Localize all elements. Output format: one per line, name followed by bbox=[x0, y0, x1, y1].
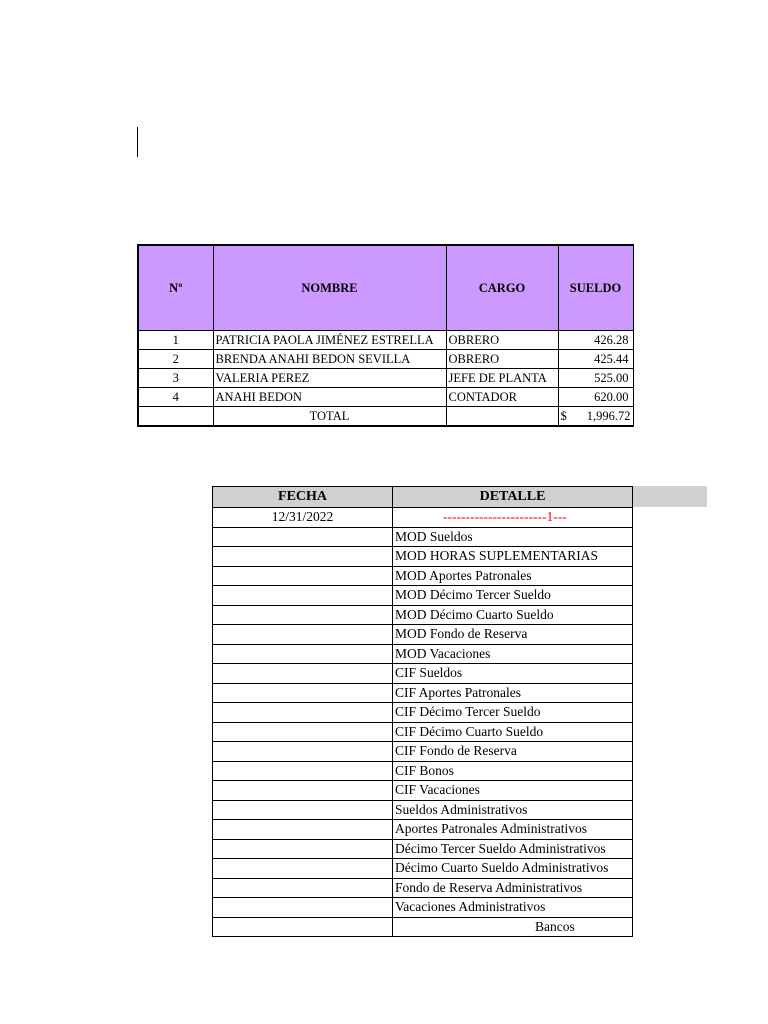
cell-fecha bbox=[213, 781, 393, 801]
table-row bbox=[213, 683, 633, 703]
table-row bbox=[213, 820, 633, 840]
cell-fecha bbox=[213, 917, 393, 937]
cell-detalle: CIF Aportes Patronales bbox=[393, 683, 633, 703]
cell-fecha bbox=[213, 878, 393, 898]
cell-fecha bbox=[213, 742, 393, 762]
table-row bbox=[213, 898, 633, 918]
table-row bbox=[213, 917, 633, 937]
table-row bbox=[213, 664, 633, 684]
total-value: 1,996.72 bbox=[586, 409, 631, 423]
cell-fecha bbox=[213, 605, 393, 625]
text-cursor bbox=[137, 127, 138, 157]
cell-fecha bbox=[213, 644, 393, 664]
header-detalle: DETALLE bbox=[393, 487, 633, 508]
cell-sueldo: 426.28 bbox=[558, 331, 633, 350]
cell-cargo: CONTADOR bbox=[446, 388, 558, 407]
header-sueldo: SUELDO bbox=[558, 245, 633, 331]
cell-fecha bbox=[213, 703, 393, 723]
cell-detalle: CIF Sueldos bbox=[393, 664, 633, 684]
table-row bbox=[213, 547, 633, 567]
cell-no: 2 bbox=[138, 350, 213, 369]
table-row bbox=[213, 800, 633, 820]
cell-nombre: ANAHI BEDON bbox=[213, 388, 446, 407]
cell-cargo: JEFE DE PLANTA bbox=[446, 369, 558, 388]
header-overflow-band bbox=[633, 486, 707, 507]
entry-marker: -----------------------1--- bbox=[393, 508, 633, 528]
total-currency: $ bbox=[560, 409, 567, 423]
table-row bbox=[213, 703, 633, 723]
table-row bbox=[213, 605, 633, 625]
table-row bbox=[213, 508, 633, 528]
table-row bbox=[213, 625, 633, 645]
cell-nombre: PATRICIA PAOLA JIMÉNEZ ESTRELLA bbox=[213, 331, 446, 350]
journal-header-row bbox=[213, 487, 633, 508]
table-row bbox=[213, 566, 633, 586]
cell-detalle: MOD Sueldos bbox=[393, 527, 633, 547]
cell-detalle: MOD HORAS SUPLEMENTARIAS bbox=[393, 547, 633, 567]
cell-fecha bbox=[213, 566, 393, 586]
table-row bbox=[138, 369, 633, 388]
total-empty-cell bbox=[446, 407, 558, 427]
cell-nombre: BRENDA ANAHI BEDON SEVILLA bbox=[213, 350, 446, 369]
cell-fecha bbox=[213, 625, 393, 645]
cell-nombre: VALERIA PEREZ bbox=[213, 369, 446, 388]
table-row bbox=[138, 331, 633, 350]
table-row bbox=[213, 781, 633, 801]
cell-no: 4 bbox=[138, 388, 213, 407]
cell-detalle: CIF Décimo Tercer Sueldo bbox=[393, 703, 633, 723]
cell-fecha bbox=[213, 839, 393, 859]
table-row bbox=[138, 388, 633, 407]
total-empty-cell bbox=[138, 407, 213, 427]
cell-detalle: Vacaciones Administrativos bbox=[393, 898, 633, 918]
table-row bbox=[213, 878, 633, 898]
cell-fecha bbox=[213, 547, 393, 567]
cell-cargo: OBRERO bbox=[446, 331, 558, 350]
cell-detalle: Décimo Cuarto Sueldo Administrativos bbox=[393, 859, 633, 879]
header-nombre: NOMBRE bbox=[213, 245, 446, 331]
table-row bbox=[213, 761, 633, 781]
cell-fecha bbox=[213, 800, 393, 820]
cell-detalle: CIF Vacaciones bbox=[393, 781, 633, 801]
cell-fecha: 12/31/2022 bbox=[213, 508, 393, 528]
cell-detalle: Sueldos Administrativos bbox=[393, 800, 633, 820]
cell-sueldo: 620.00 bbox=[558, 388, 633, 407]
cell-fecha bbox=[213, 527, 393, 547]
table-row bbox=[213, 586, 633, 606]
cell-fecha bbox=[213, 722, 393, 742]
employees-header-row bbox=[138, 245, 633, 331]
table-row bbox=[213, 644, 633, 664]
table-row bbox=[213, 722, 633, 742]
header-fecha: FECHA bbox=[213, 487, 393, 508]
cell-no: 3 bbox=[138, 369, 213, 388]
journal-table bbox=[212, 486, 633, 937]
cell-fecha bbox=[213, 761, 393, 781]
cell-detalle: CIF Bonos bbox=[393, 761, 633, 781]
employees-table bbox=[137, 244, 634, 427]
cell-fecha bbox=[213, 683, 393, 703]
cell-detalle: Fondo de Reserva Administrativos bbox=[393, 878, 633, 898]
cell-fecha bbox=[213, 586, 393, 606]
cell-sueldo: 525.00 bbox=[558, 369, 633, 388]
cell-no: 1 bbox=[138, 331, 213, 350]
cell-detalle: MOD Aportes Patronales bbox=[393, 566, 633, 586]
cell-cargo: OBRERO bbox=[446, 350, 558, 369]
table-row bbox=[213, 839, 633, 859]
total-value-cell bbox=[558, 407, 633, 427]
journal-table-clip bbox=[212, 486, 633, 937]
cell-detalle: MOD Fondo de Reserva bbox=[393, 625, 633, 645]
cell-sueldo: 425.44 bbox=[558, 350, 633, 369]
cell-detalle: MOD Vacaciones bbox=[393, 644, 633, 664]
table-row bbox=[138, 350, 633, 369]
header-no: Nº bbox=[138, 245, 213, 331]
credit-account: Bancos bbox=[393, 917, 633, 937]
cell-detalle: CIF Fondo de Reserva bbox=[393, 742, 633, 762]
cell-fecha bbox=[213, 898, 393, 918]
total-row bbox=[138, 407, 633, 427]
table-row bbox=[213, 859, 633, 879]
header-cargo: CARGO bbox=[446, 245, 558, 331]
cell-fecha bbox=[213, 859, 393, 879]
cell-fecha bbox=[213, 820, 393, 840]
table-row bbox=[213, 527, 633, 547]
total-label: TOTAL bbox=[213, 407, 446, 427]
cell-detalle: MOD Décimo Tercer Sueldo bbox=[393, 586, 633, 606]
cell-detalle: CIF Décimo Cuarto Sueldo bbox=[393, 722, 633, 742]
cell-detalle: Décimo Tercer Sueldo Administrativos bbox=[393, 839, 633, 859]
cell-detalle: MOD Décimo Cuarto Sueldo bbox=[393, 605, 633, 625]
cell-fecha bbox=[213, 664, 393, 684]
table-row bbox=[213, 742, 633, 762]
cell-detalle: Aportes Patronales Administrativos bbox=[393, 820, 633, 840]
